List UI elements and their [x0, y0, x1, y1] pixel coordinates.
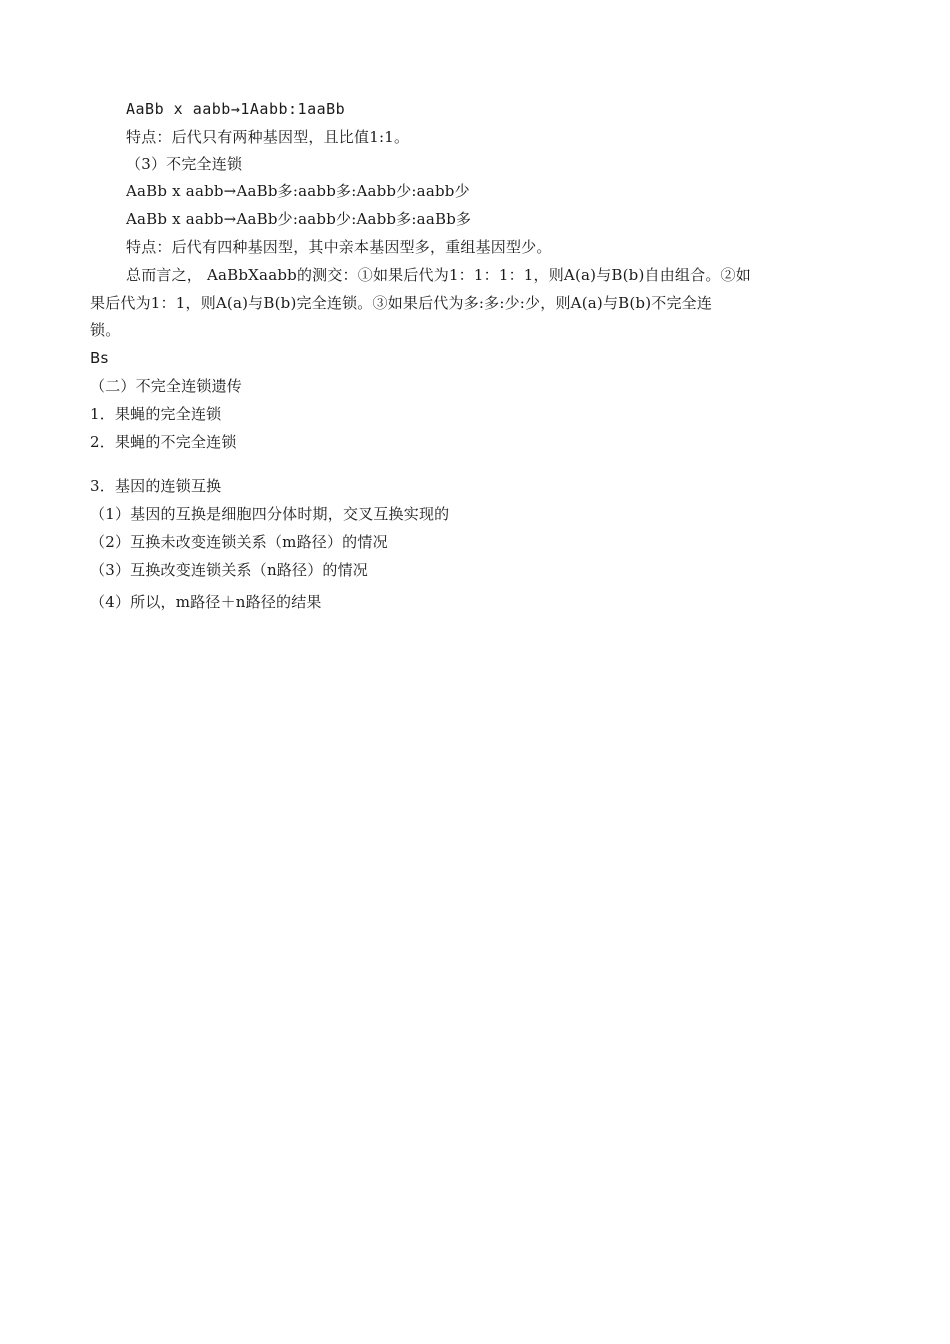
stray-text: Bs	[90, 349, 109, 367]
cross-result-line: AaBb x aabb→1Aabb:1aaBb	[126, 100, 346, 118]
cross-result-line: AaBb x aabb→AaBb少:aabb少:Aabb多:aaBb多	[126, 210, 472, 228]
cross-result-line: AaBb x aabb→AaBb多:aabb多:Aabb少:aabb少	[126, 182, 470, 200]
sub-list-item: （3）互换改变连锁关系（n路径）的情况	[90, 561, 369, 579]
sub-list-item: （1）基因的互换是细胞四分体时期，交叉互换实现的	[90, 505, 450, 523]
feature-note-2: 特点：后代有四种基因型，其中亲本基因型多，重组基因型少。	[126, 238, 552, 256]
summary-paragraph-line: 果后代为1：1，则A(a)与B(b)完全连锁。③如果后代为多:多:少:少，则A(a)与B(b)不完全连	[90, 294, 713, 312]
list-item: 3．基因的连锁互换	[90, 477, 222, 495]
list-item: 1．果蝇的完全连锁	[90, 405, 222, 423]
summary-paragraph-line: 总而言之， AaBbXaabb的测交：①如果后代为1：1：1：1，则A(a)与B(b)自由组合。②如	[126, 266, 751, 284]
sub-list-item: （2）互换未改变连锁关系（m路径）的情况	[90, 533, 388, 551]
section-heading-incomplete-linkage: （3）不完全连锁	[126, 155, 243, 173]
list-item: 2．果蝇的不完全连锁	[90, 433, 237, 451]
sub-list-item: （4）所以，m路径＋n路径的结果	[90, 593, 322, 611]
feature-note-1: 特点：后代只有两种基因型，且比值1:1。	[126, 128, 410, 146]
summary-paragraph-line: 锁。	[90, 321, 121, 339]
section-heading: （二）不完全连锁遗传	[90, 377, 243, 395]
